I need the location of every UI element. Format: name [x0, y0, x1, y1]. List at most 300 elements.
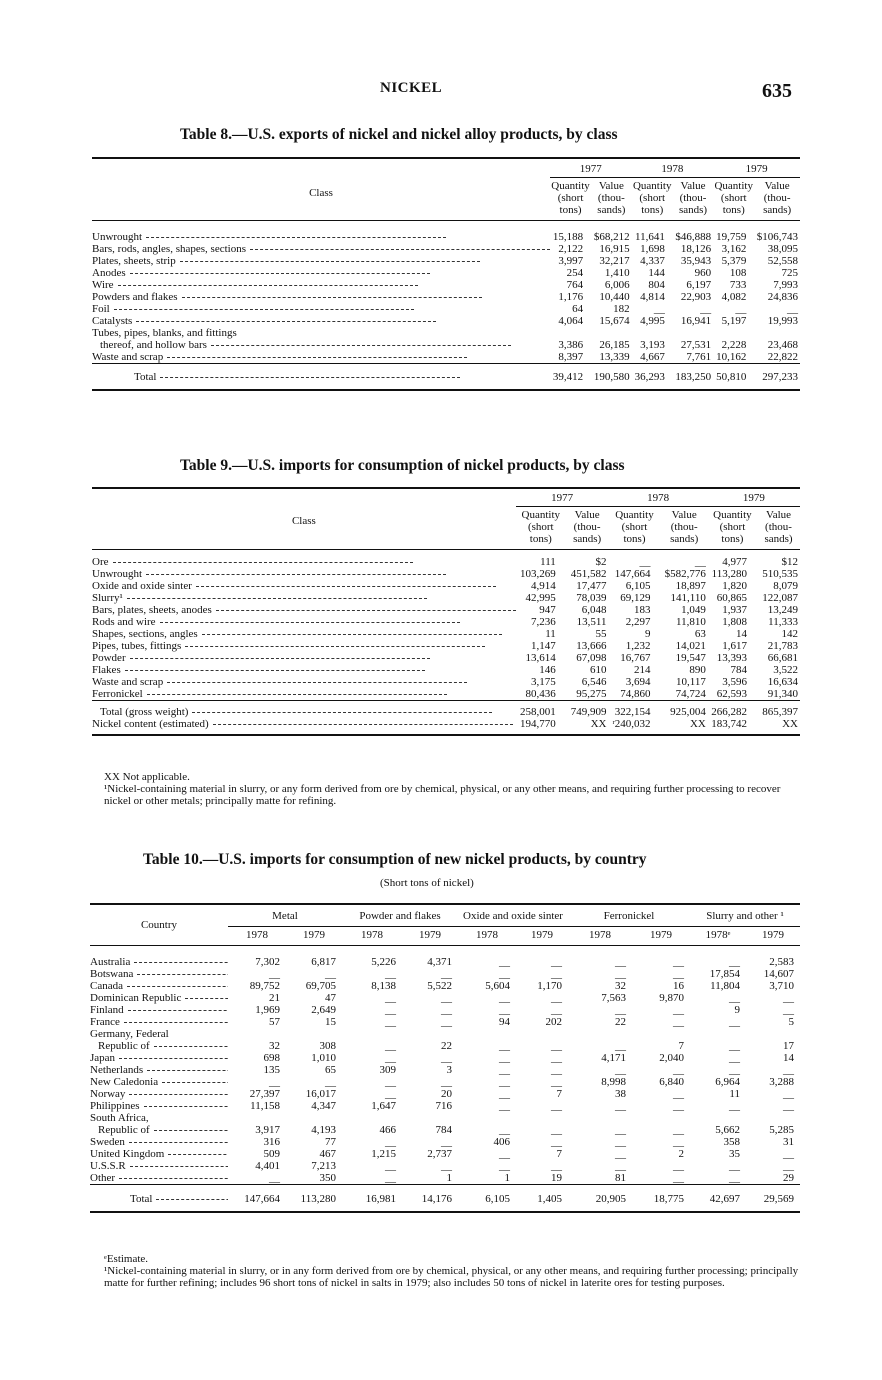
table-cell: 10,162 — [716, 351, 747, 363]
row-label: Tubes, pipes, blanks, and fittings — [92, 327, 237, 339]
row-label-cell — [90, 1172, 228, 1185]
leader-dashes — [137, 974, 228, 975]
table-cell: 38 — [615, 1088, 626, 1100]
table-cell: 6,546 — [581, 676, 607, 688]
row-label-cell — [90, 1136, 228, 1148]
header-line: Quantity — [551, 180, 590, 192]
leader-dashes — [185, 646, 485, 647]
table-cell: __ — [441, 1160, 452, 1172]
table-cell: 3,710 — [769, 980, 794, 992]
year-header: 1977 — [550, 158, 632, 178]
table-cell: 22 — [441, 1040, 452, 1052]
table-cell: 4,347 — [311, 1100, 336, 1112]
row-label-cell — [92, 303, 550, 315]
table-cell — [458, 1112, 516, 1124]
spacer — [90, 946, 800, 957]
table-cell: 309 — [379, 1064, 396, 1076]
table-cell: __ — [269, 968, 280, 980]
table-cell: 14,607 — [763, 968, 794, 980]
table-cell: 183 — [634, 604, 651, 616]
table-cell: __ — [729, 1064, 740, 1076]
table-cell: 510,535 — [762, 568, 798, 580]
table-cell: 14 — [736, 628, 747, 640]
row-label-cell — [92, 371, 550, 390]
table-cell — [402, 1112, 458, 1124]
table-cell: __ — [385, 1052, 396, 1064]
table-cell: 18,775 — [653, 1193, 684, 1205]
header-line: Quantity — [632, 180, 672, 192]
leader-dashes — [144, 1106, 228, 1107]
row-label: Philippines — [90, 1100, 140, 1112]
table-row — [92, 267, 800, 279]
row-label: Oxide and oxide sinter — [92, 580, 192, 592]
table-cell — [746, 1112, 800, 1124]
table-cell: 64 — [572, 303, 584, 315]
table-cell — [516, 1112, 568, 1124]
table-cell: 3,386 — [558, 339, 584, 351]
table-cell: 122,087 — [762, 592, 798, 604]
table-cell: __ — [385, 968, 396, 980]
table-cell: __ — [783, 1004, 794, 1016]
table-cell: 3,522 — [773, 664, 798, 676]
footnote: ᵉEstimate. — [104, 1253, 149, 1265]
row-label-cell — [92, 616, 516, 628]
table-cell: 108 — [729, 267, 747, 279]
table-cell: 111 — [540, 556, 556, 568]
row-label-cell — [90, 1124, 228, 1136]
year-header: 1978ᵉ — [690, 927, 746, 946]
table-cell: __ — [385, 1088, 396, 1100]
table-cell — [746, 1028, 800, 1040]
table-cell: 74,724 — [675, 688, 706, 700]
row-label: Slurry¹ — [92, 592, 123, 604]
leader-dashes — [130, 1166, 228, 1167]
table-cell: 2,122 — [558, 243, 584, 255]
table-cell: $68,212 — [593, 231, 630, 243]
table-cell: 322,154 — [614, 706, 651, 718]
table-cell: __ — [551, 992, 562, 1004]
table-cell: 358 — [723, 1136, 740, 1148]
header-line: Value — [765, 509, 792, 521]
table-cell: 5,379 — [721, 255, 747, 267]
table-cell: 4,995 — [640, 315, 665, 327]
table-cell: __ — [499, 956, 510, 968]
table-cell: __ — [615, 1004, 626, 1016]
table-cell: 3 — [446, 1064, 452, 1076]
table-cell: 22 — [615, 1016, 626, 1028]
year-header: 1979 — [286, 927, 342, 946]
table-cell: __ — [615, 956, 626, 968]
table-cell: __ — [551, 1004, 562, 1016]
row-label-cell — [90, 980, 228, 992]
table-cell: 1,010 — [311, 1052, 336, 1064]
row-label: Waste and scrap — [92, 676, 164, 688]
header-line: (thou- — [573, 521, 601, 533]
table-cell: 2,228 — [721, 339, 747, 351]
spacer — [92, 364, 800, 372]
leader-dashes — [213, 724, 513, 725]
table-cell: __ — [385, 1136, 396, 1148]
header-line: tons) — [559, 204, 582, 216]
row-label: Canada — [90, 980, 123, 992]
row-label-cell — [90, 1112, 228, 1124]
leader-dashes — [118, 285, 418, 286]
table-row — [90, 1028, 800, 1040]
table-cell: 113,280 — [300, 1193, 336, 1205]
table-cell: 15,188 — [552, 231, 584, 243]
table-cell: 316 — [263, 1136, 280, 1148]
table-cell: 467 — [319, 1148, 336, 1160]
table-cell: 14,021 — [675, 640, 706, 652]
table-cell: 2,040 — [659, 1052, 684, 1064]
header-line: (thou- — [765, 521, 792, 533]
leader-dashes — [130, 658, 430, 659]
leader-dashes — [192, 712, 492, 713]
table-cell: 190,580 — [593, 371, 630, 383]
leader-dashes — [134, 962, 228, 963]
table-cell: __ — [615, 968, 626, 980]
table-cell: $12 — [781, 556, 798, 568]
row-label: Powder — [92, 652, 126, 664]
row-label-cell — [92, 351, 550, 364]
table-cell — [342, 1028, 402, 1040]
year-header: 1979 — [708, 488, 800, 507]
table-cell: 4,193 — [311, 1124, 336, 1136]
table-cell: __ — [551, 1052, 562, 1064]
table-cell: 8,998 — [601, 1076, 626, 1088]
table-cell: 214 — [634, 664, 651, 676]
table-cell: __ — [639, 556, 651, 568]
table-cell: 2,649 — [311, 1004, 336, 1016]
table-row — [90, 992, 800, 1004]
table-cell: 5,604 — [485, 980, 510, 992]
total-row — [92, 371, 800, 390]
table-cell: 80,436 — [525, 688, 556, 700]
table-cell: 8,079 — [773, 580, 798, 592]
table-row — [90, 956, 800, 968]
table-cell: 81 — [615, 1172, 626, 1184]
table-cell: 1,820 — [722, 580, 747, 592]
header-line: sands) — [573, 533, 602, 545]
table-cell: __ — [653, 303, 665, 315]
table-cell — [458, 1028, 516, 1040]
table-cell: __ — [385, 992, 396, 1004]
year-header: 1979 — [632, 927, 690, 946]
table-cell: 16,981 — [365, 1193, 396, 1205]
table-cell: 7,563 — [601, 992, 626, 1004]
table-cell: 1,937 — [722, 604, 747, 616]
table-cell — [673, 327, 713, 339]
table-cell: 3,997 — [558, 255, 584, 267]
table-cell: 32 — [615, 980, 626, 992]
leader-dashes — [167, 357, 467, 358]
table-row — [92, 628, 800, 640]
table-cell: __ — [551, 1100, 562, 1112]
table-row — [90, 1160, 800, 1172]
table-cell: __ — [673, 1124, 684, 1136]
row-label-cell — [90, 1028, 228, 1040]
table-cell: 11,333 — [768, 616, 798, 628]
table-cell: 14,176 — [421, 1193, 452, 1205]
table-cell: 6,006 — [604, 279, 630, 291]
leader-dashes — [125, 670, 425, 671]
row-label: Republic of — [98, 1040, 150, 1052]
value-header — [673, 178, 713, 221]
table-row — [92, 327, 800, 339]
table-cell: 15 — [325, 1016, 336, 1028]
leader-dashes — [113, 562, 413, 563]
table-cell: __ — [441, 968, 452, 980]
table-cell: __ — [783, 1088, 794, 1100]
table-cell: __ — [499, 1160, 510, 1172]
table-cell: 69,705 — [305, 980, 336, 992]
table-cell: 3,917 — [255, 1124, 280, 1136]
table-cell: 94 — [499, 1016, 510, 1028]
header-line: tons) — [529, 533, 552, 545]
header-line: Quantity — [714, 180, 753, 192]
table-cell: 254 — [566, 267, 584, 279]
table-cell: 11,810 — [676, 616, 706, 628]
quantity-header — [516, 507, 566, 550]
table-cell: 1,647 — [371, 1100, 396, 1112]
table-cell — [591, 327, 631, 339]
leader-dashes — [129, 1142, 228, 1143]
table-row — [92, 231, 800, 243]
table-cell: 77 — [325, 1136, 336, 1148]
table-row — [90, 1004, 800, 1016]
table-cell: __ — [729, 1100, 740, 1112]
row-label: Powders and flakes — [92, 291, 178, 303]
table-cell — [568, 1112, 632, 1124]
total-row — [92, 718, 800, 735]
table-cell: __ — [441, 1076, 452, 1088]
table-cell: 14 — [783, 1052, 794, 1064]
table-cell: XX — [689, 718, 706, 730]
header-line: (short — [639, 192, 666, 204]
table-cell: 1,969 — [255, 1004, 280, 1016]
row-label: Foil — [92, 303, 110, 315]
table-cell: __ — [551, 1040, 562, 1052]
table-row — [90, 1124, 800, 1136]
table-cell: __ — [787, 303, 798, 315]
table-cell: 258,001 — [520, 706, 556, 718]
table-cell: 2,297 — [625, 616, 651, 628]
table-cell: 47 — [325, 992, 336, 1004]
table-row — [90, 968, 800, 980]
table-cell: 16,915 — [599, 243, 630, 255]
leader-dashes — [114, 309, 414, 310]
table-cell: 60,865 — [716, 592, 747, 604]
table-cell: 16 — [673, 980, 684, 992]
row-label-cell — [92, 628, 516, 640]
row-label-cell — [90, 1052, 228, 1064]
row-label: Germany, Federal — [90, 1028, 169, 1040]
row-label-cell — [90, 1148, 228, 1160]
quantity-header — [713, 178, 754, 221]
table-cell: 1,405 — [537, 1193, 562, 1205]
table-cell: 36,293 — [634, 371, 665, 383]
table10 — [90, 903, 800, 1213]
table-cell: $582,776 — [664, 568, 706, 580]
year-header: 1979 — [713, 158, 800, 178]
table-cell: 4,814 — [640, 291, 665, 303]
table-cell: __ — [673, 1088, 684, 1100]
table-row — [92, 592, 800, 604]
table-cell: 1 — [504, 1172, 510, 1184]
table-cell: __ — [729, 1172, 740, 1184]
table-row — [90, 1112, 800, 1124]
row-label-cell — [92, 231, 550, 243]
table-cell: 67,098 — [576, 652, 607, 664]
row-label-cell — [92, 640, 516, 652]
table-cell: 202 — [545, 1016, 562, 1028]
table-cell: 63 — [694, 628, 706, 640]
year-header: 1978 — [632, 158, 714, 178]
table-cell: __ — [551, 1064, 562, 1076]
header-line: Value — [598, 180, 624, 192]
group-header: Ferronickel — [603, 910, 655, 922]
table-cell: 3,193 — [640, 339, 665, 351]
table-cell: 35 — [729, 1148, 740, 1160]
table-cell: 11,158 — [250, 1100, 280, 1112]
table10-title: Table 10.—U.S. imports for consumption of new nickel products, by country — [143, 851, 647, 868]
table8-title: Table 8.—U.S. exports of nickel and nickel alloy products, by class — [180, 126, 618, 143]
header-line: (short — [621, 521, 648, 533]
table-cell: 3,596 — [722, 676, 747, 688]
table-cell: 1,176 — [558, 291, 584, 303]
table-cell: __ — [551, 968, 562, 980]
table-cell — [286, 1028, 342, 1040]
table10-notes — [104, 1253, 804, 1289]
table-cell: __ — [783, 1064, 794, 1076]
table-cell: __ — [729, 1040, 740, 1052]
table-cell: 21,783 — [767, 640, 798, 652]
row-label: Netherlands — [90, 1064, 144, 1076]
table-cell: 13,249 — [767, 604, 798, 616]
table-cell: __ — [729, 992, 740, 1004]
table-cell: 5,522 — [427, 980, 452, 992]
table-cell: 19,547 — [675, 652, 706, 664]
row-label: Other — [90, 1172, 116, 1184]
table-cell: 74,860 — [620, 688, 651, 700]
table-cell: __ — [615, 1040, 626, 1052]
table-cell: 7 — [556, 1088, 562, 1100]
table-cell: 27,397 — [249, 1088, 280, 1100]
row-label: Flakes — [92, 664, 121, 676]
table-cell: 4,064 — [558, 315, 584, 327]
table-row — [90, 1076, 800, 1088]
row-label-cell — [90, 968, 228, 980]
table-cell: 784 — [435, 1124, 452, 1136]
table-cell: 183,250 — [675, 371, 712, 383]
header-line: sands) — [763, 204, 792, 216]
spacer — [90, 1185, 800, 1194]
row-label-cell — [92, 580, 516, 592]
table-row — [92, 243, 800, 255]
table-cell: __ — [551, 1076, 562, 1088]
row-label: Plates, sheets, strip — [92, 255, 176, 267]
table-cell: 17,854 — [709, 968, 740, 980]
table-cell: 146 — [539, 664, 556, 676]
table-cell: 19,993 — [767, 315, 798, 327]
table-cell: 4,401 — [255, 1160, 280, 1172]
row-label: South Africa, — [90, 1112, 149, 1124]
year-header: 1979 — [516, 927, 568, 946]
table-cell: 749,909 — [570, 706, 607, 718]
table-row — [92, 688, 800, 701]
header-line: (short — [720, 192, 747, 204]
table-row — [92, 279, 800, 291]
table-cell: 925,004 — [670, 706, 706, 718]
row-label: Australia — [90, 956, 131, 968]
table-cell: 21 — [269, 992, 280, 1004]
table-cell: ʳ240,032 — [612, 718, 651, 730]
table-cell: 78,039 — [576, 592, 607, 604]
table-cell: __ — [615, 1148, 626, 1160]
table-cell: 4,667 — [640, 351, 665, 363]
table-cell: 22,822 — [767, 351, 798, 363]
row-label-cell — [92, 255, 550, 267]
table-cell: 16,767 — [620, 652, 651, 664]
table-cell: 147,664 — [614, 568, 651, 580]
leader-dashes — [127, 986, 228, 987]
header-line: sands) — [670, 533, 699, 545]
header-line: Value — [680, 180, 706, 192]
leader-dashes — [129, 1094, 228, 1095]
table-cell: __ — [615, 1160, 626, 1172]
table-cell: __ — [694, 556, 706, 568]
table-cell: 733 — [729, 279, 747, 291]
row-label-cell — [90, 1064, 228, 1076]
table9-title: Table 9.—U.S. imports for consumption of nickel products, by class — [180, 457, 625, 474]
running-header-title: NICKEL — [380, 80, 443, 96]
table-row — [92, 676, 800, 688]
leader-dashes — [154, 1130, 228, 1131]
header-line: Quantity — [615, 509, 654, 521]
table-row — [92, 652, 800, 664]
table-cell: 947 — [539, 604, 556, 616]
table-cell: 18,897 — [675, 580, 706, 592]
table-row — [90, 1064, 800, 1076]
table-cell: 7,993 — [773, 279, 798, 291]
table-cell: 1,147 — [531, 640, 556, 652]
header-line: Value — [671, 509, 697, 521]
table-cell: 23,468 — [767, 339, 798, 351]
table-cell: 6,964 — [715, 1076, 740, 1088]
table-cell: __ — [700, 303, 712, 315]
table-cell: 5,285 — [769, 1124, 794, 1136]
table-cell: 6,840 — [659, 1076, 684, 1088]
table-cell: 27,531 — [680, 339, 712, 351]
table-cell: 19,759 — [716, 231, 747, 243]
value-header — [566, 507, 609, 550]
table-cell: 11,641 — [635, 231, 665, 243]
total-row — [90, 1193, 800, 1212]
table-row — [90, 1136, 800, 1148]
table-cell: 3,694 — [625, 676, 651, 688]
table-cell: 42,995 — [525, 592, 556, 604]
table-cell: 95,275 — [576, 688, 607, 700]
row-label-cell — [90, 992, 228, 1004]
table-cell: __ — [385, 1004, 396, 1016]
table-cell: 6,048 — [581, 604, 607, 616]
value-header — [591, 178, 631, 221]
row-label-cell — [90, 1100, 228, 1112]
table-cell: 113,280 — [711, 568, 747, 580]
table-cell: __ — [499, 1076, 510, 1088]
year-header: 1978 — [342, 927, 402, 946]
table-cell: 182 — [613, 303, 630, 315]
